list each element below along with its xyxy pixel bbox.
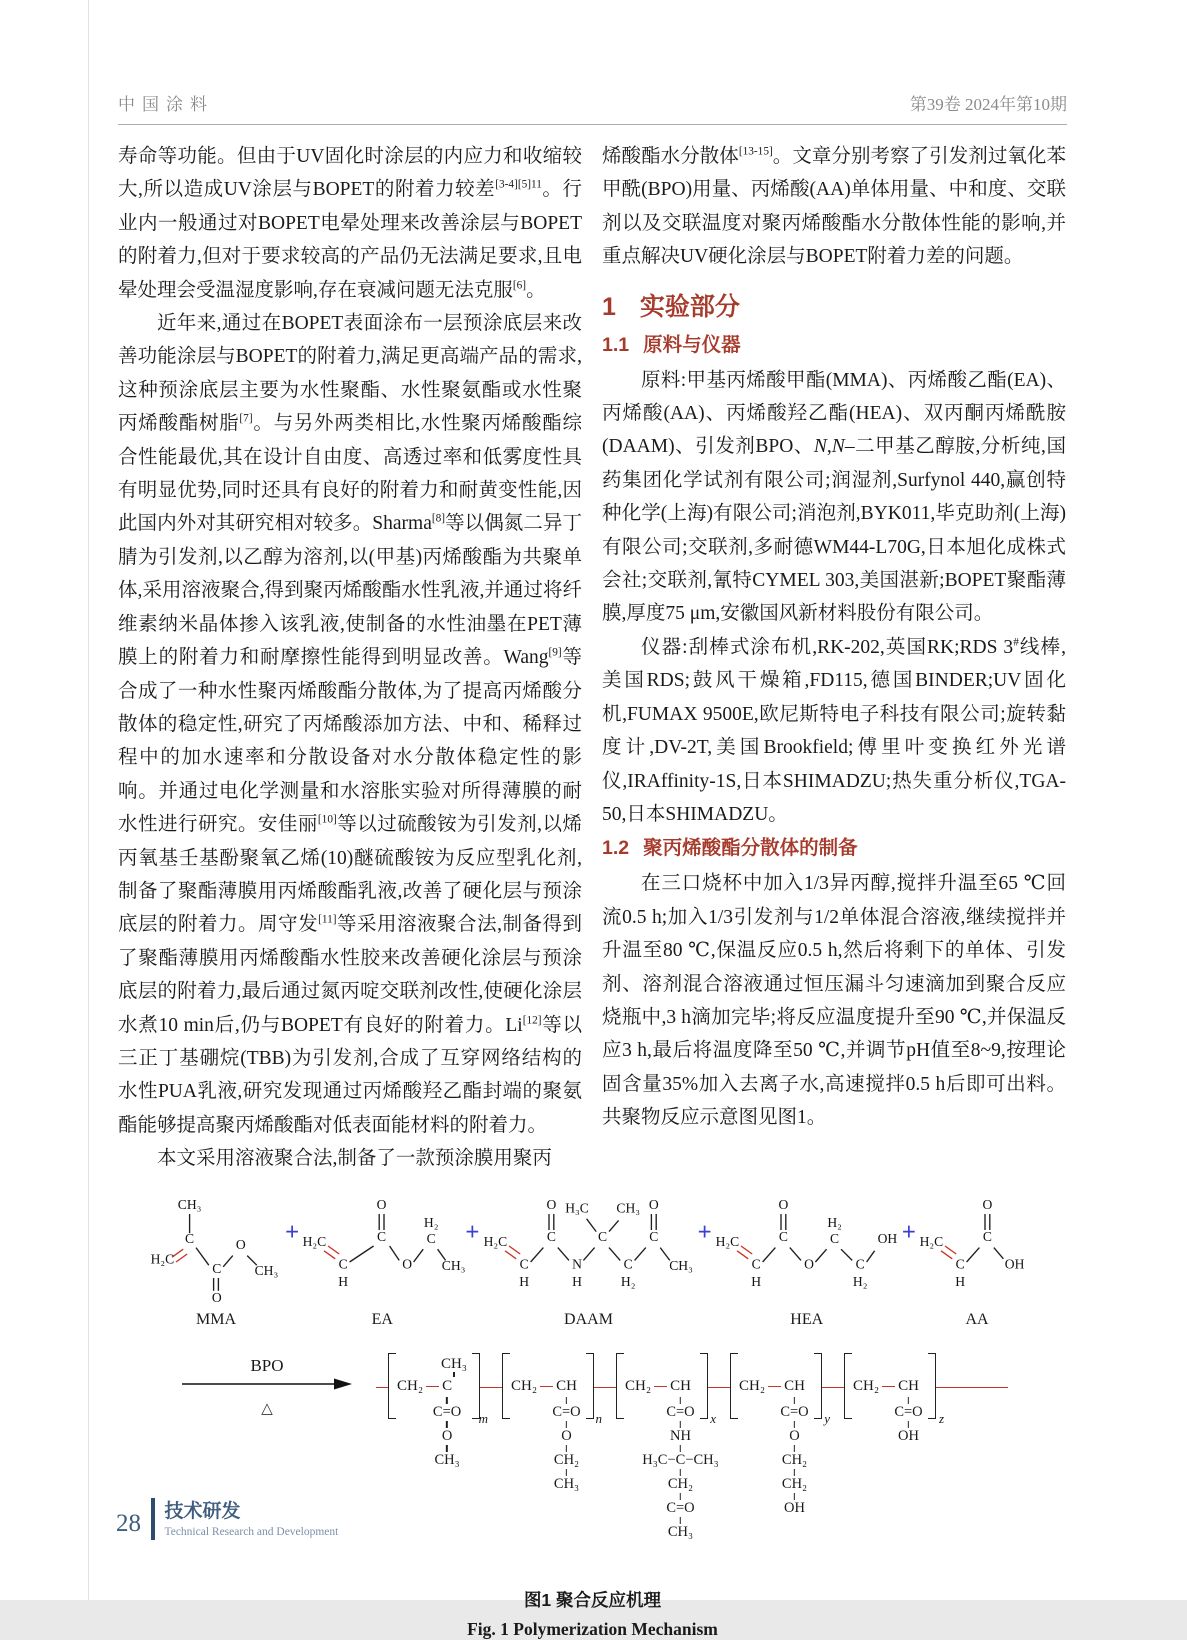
svg-text:CH₃: CH₃ [668, 1257, 693, 1273]
repeat-subscript: n [595, 1410, 602, 1426]
paragraph: 寿命等功能。但由于UV固化时涂层的内应力和收缩较大,所以造成UV涂层与BOPET的附着力较差$^{[3-4][5]11}$。行业内一般通过对BOPET电晕处理来改善涂层与BOPET的附着力,但对于要求较高的产品仍无法满足要求,且电晕处理会受温湿度影响,存在衰减问题无法克服[6]。 [118, 146, 582, 301]
bond-line [446, 1397, 448, 1404]
repeat-subscript: x [710, 1410, 716, 1426]
svg-text:N: N [571, 1255, 582, 1271]
top-substituent [665, 1353, 699, 1377]
atom-label: OH [784, 1500, 805, 1517]
svg-text:C: C [982, 1228, 992, 1244]
backbone-row [397, 1377, 471, 1469]
structure-hea [713, 1190, 901, 1310]
atom-label: CH₃ [440, 1355, 468, 1372]
atom-label: O [441, 1428, 453, 1445]
section-title: 实验部分 [639, 292, 740, 321]
svg-text:OH: OH [1004, 1255, 1025, 1271]
atom-label: NH [670, 1428, 691, 1445]
bond-line [680, 1517, 682, 1524]
section-number: 1.1 [602, 333, 630, 356]
atom-label: CH₂ [667, 1476, 694, 1493]
backbone-atom [552, 1378, 581, 1493]
atom-label: C [442, 1378, 453, 1395]
backbone-bond [426, 1386, 439, 1388]
repeat-subscript: y [824, 1410, 830, 1426]
bracket-right [928, 1353, 944, 1426]
backbone-atom [780, 1378, 809, 1517]
backbone-row [511, 1377, 585, 1493]
atom-label: CH₃ [553, 1476, 580, 1493]
page-content [118, 90, 1067, 1640]
svg-text:C: C [751, 1255, 761, 1271]
svg-text:C: C [855, 1255, 865, 1271]
top-substituent [437, 1353, 471, 1377]
svg-text:CH₃: CH₃ [177, 1196, 202, 1212]
backbone-connector [936, 1387, 1008, 1389]
svg-text:CH₃: CH₃ [254, 1262, 279, 1278]
svg-text:C: C [955, 1255, 965, 1271]
svg-text:C: C [546, 1228, 556, 1244]
footer-section-en: Technical Research and Development [164, 1525, 339, 1538]
svg-text:H₂: H₂ [852, 1273, 868, 1289]
scan-edge-line [88, 0, 89, 1600]
monomer-hea [713, 1190, 901, 1329]
monomer-label: MMA [195, 1310, 236, 1328]
bond-line [566, 1421, 568, 1428]
bracket-left [502, 1353, 510, 1419]
svg-text:H₂C: H₂C [302, 1233, 327, 1249]
structure-mma [148, 1190, 284, 1310]
svg-text:H: H [338, 1273, 349, 1289]
section-number: 1 [602, 292, 616, 321]
svg-text:C: C [338, 1255, 348, 1271]
backbone-row [739, 1377, 813, 1517]
bracket-left [616, 1353, 624, 1419]
monomer-aa [917, 1190, 1037, 1329]
atom-label: CH₂ [781, 1452, 808, 1469]
monomer-ea [300, 1190, 464, 1329]
side-chain [552, 1397, 580, 1493]
paragraph: 在三口烧杯中加入1/3异丙醇,搅拌升温至65 ℃回流0.5 h;加入1/3引发剂与1/2单体混合溶液,继续搅拌并升温至80 ℃,保温反应0.5 h,然后将剩下的单体、引发剂、溶剂混合溶液通过恒压漏斗匀速滴加到聚合反应烧瓶中,3 h滴加完毕;将反应温度提升至90 ℃,并保温反应3 h,最后将温度降至50 ℃,并调节pH值至8~9,按理论固含量35%加入去离子水,高速搅拌0.5 h后即可出料。共聚物反应示意图见图1。 [602, 873, 1066, 1129]
plus-sign: + [901, 1219, 916, 1247]
svg-text:H₃C: H₃C [564, 1199, 589, 1215]
bracket-left [730, 1353, 738, 1419]
atom-label: C=O [780, 1404, 809, 1421]
atom-label: CH₂ [397, 1378, 424, 1395]
polymer-unit-x [616, 1353, 719, 1541]
monomer-label: HEA [790, 1310, 824, 1328]
bond-line [794, 1421, 796, 1428]
bond-line [446, 1445, 448, 1452]
backbone-row [853, 1377, 927, 1445]
bond-line [453, 1372, 455, 1377]
section-title: 聚丙烯酸酯分散体的制备 [643, 837, 858, 860]
svg-text:O: O [402, 1255, 413, 1271]
svg-text:C: C [648, 1228, 658, 1244]
polymer-unit-z [844, 1353, 944, 1445]
bond-line [680, 1493, 682, 1500]
monomer-label: DAAM [564, 1310, 613, 1328]
bond-line [794, 1397, 796, 1404]
backbone-bond [654, 1386, 667, 1388]
bracket-right [472, 1353, 488, 1426]
svg-text:O: O [235, 1236, 246, 1252]
atom-label: CH₃ [667, 1524, 694, 1541]
backbone-connector [822, 1387, 844, 1389]
bond-line [446, 1421, 448, 1428]
atom-label: OH [898, 1428, 919, 1445]
atom-label: C=O [432, 1404, 462, 1421]
polymer-unit-y [730, 1353, 830, 1517]
backbone-connector [708, 1387, 730, 1389]
atom-label: O [789, 1428, 800, 1445]
polymer-unit-n [502, 1353, 602, 1493]
plus-sign: + [465, 1219, 480, 1247]
structure-ea [300, 1190, 464, 1310]
svg-text:H₂: H₂ [827, 1214, 842, 1230]
backbone-connector [376, 1387, 388, 1389]
heat-symbol: △ [261, 1400, 273, 1417]
bracket-right [814, 1353, 830, 1426]
atom-label: C=O [666, 1404, 695, 1421]
repeat-subscript: z [938, 1410, 944, 1426]
atom-label: CH [898, 1378, 919, 1395]
section-heading-1 [602, 292, 1066, 322]
paragraph: 近年来,通过在BOPET表面涂布一层预涂底层来改善功能涂层与BOPET的附着力,满足更高端产品的需求,这种预涂底层主要为水性聚酯、水性聚氨酯或水性聚丙烯酸酯树脂[7]。与另外两类相比,水性聚丙烯酸酯综合性能最优,其在设计自由度、高透过率和低雾度性具有明显优势,同时还具有良好的附着力和耐黄变性能,因此国内外对其研究相对较多。Sharma[8]等以偶氮二异丁腈为引发剂,以乙醇为溶剂,以(甲基)丙烯酸酯为共聚单体,采用溶液聚合,得到聚丙烯酸酯水性乳液,并通过将纤维素纳米晶体掺入该乳液,使制备的水性油墨在PET薄膜上的附着力和耐摩擦性能得到明显改善。Wang[9]等合成了一种水性聚丙烯酸酯分散体,为了提高丙烯酸分散体的稳定性,研究了丙烯酸添加方法、中和、稀释过程中的加水速率和分散设备对水分散体稳定性的影响。并通过电化学测量和水溶胀实验对所得薄膜的耐水性进行研究。安佳丽[10]等以过硫酸铵为引发剂,以烯丙氧基壬基酚聚氧乙烯(10)醚硫酸铵为反应型乳化剂,制备了聚酯薄膜用丙烯酸酯乳液,改善了硬化层与预涂底层的附着力。周守发[11]等采用溶液聚合法,制备得到了聚酯薄膜用丙烯酸酯水性胶来改善硬化涂层与预涂底层的附着力,最后通过氮丙啶交联剂改性,使硬化涂层水煮10 min后,仍与BOPET有良好的附着力。Li[12]等以三正丁基硼烷(TBB)为引发剂,合成了互穿网络结构的水性PUA乳液,研究发现通过丙烯酸羟乙酯封端的聚氨酯能够提高聚丙烯酸酯对低表面能材料的附着力。 [118, 313, 582, 1136]
atom-label: CH₃ [434, 1452, 460, 1469]
bond-line [908, 1421, 910, 1428]
polymer-structure [376, 1353, 1008, 1541]
svg-text:H₂C: H₂C [483, 1233, 507, 1249]
atom-label: C=O [894, 1404, 923, 1421]
atom-label: CH₂ [781, 1476, 808, 1493]
svg-text:O: O [803, 1255, 814, 1271]
svg-text:H: H [955, 1273, 966, 1289]
atom-label: C=O [552, 1404, 581, 1421]
reaction-arrow-block [182, 1355, 352, 1418]
bond-line [680, 1445, 682, 1452]
svg-text:O: O [778, 1196, 789, 1212]
side-chain [433, 1397, 461, 1469]
atom-label: CH₂ [625, 1378, 652, 1395]
svg-text:O: O [982, 1196, 993, 1212]
reaction-arrow-icon [182, 1377, 352, 1391]
figure-caption-zh: 图1 聚合反应机理 [523, 1589, 662, 1610]
atom-label: CH [556, 1378, 577, 1395]
structure-daam [481, 1190, 697, 1310]
svg-text:C: C [185, 1230, 195, 1246]
monomer-daam [481, 1190, 697, 1329]
svg-text:C: C [829, 1230, 839, 1246]
footer-divider [151, 1498, 155, 1540]
svg-text:C: C [597, 1228, 607, 1244]
page-header [118, 90, 1067, 125]
bond-line [566, 1397, 568, 1404]
backbone-bond [768, 1386, 781, 1388]
monomer-mma [148, 1190, 284, 1329]
atom-label: CH₂ [511, 1378, 538, 1395]
bond-line [680, 1421, 682, 1428]
bond-line [908, 1397, 910, 1404]
top-substituent [551, 1353, 585, 1377]
svg-text:H: H [751, 1273, 761, 1289]
side-chain [642, 1397, 718, 1541]
backbone-atom [642, 1378, 719, 1541]
svg-text:CH₃: CH₃ [615, 1199, 640, 1215]
svg-text:C: C [426, 1230, 436, 1246]
svg-text:C: C [212, 1260, 222, 1276]
side-chain [780, 1397, 808, 1517]
backbone-atom [432, 1378, 462, 1469]
bond-line [794, 1469, 796, 1476]
bracket-right [586, 1353, 602, 1426]
svg-text:H: H [571, 1273, 582, 1289]
initiator-label: BPO [250, 1355, 284, 1375]
figure-1 [118, 1190, 1067, 1640]
structure-aa [917, 1190, 1037, 1310]
paragraph: 本文采用溶液聚合法,制备了一款预涂膜用聚丙 [157, 1148, 552, 1170]
svg-text:C: C [623, 1255, 633, 1271]
page-number: 28 [116, 1510, 141, 1537]
atom-label: H₃C−C−CH₃ [642, 1452, 719, 1469]
svg-text:H₂: H₂ [424, 1214, 439, 1230]
monomer-label: EA [371, 1310, 393, 1328]
repeat-subscript: m [478, 1410, 488, 1426]
svg-text:C: C [778, 1228, 788, 1244]
bond-line [680, 1397, 682, 1404]
svg-text:O: O [648, 1196, 659, 1212]
svg-text:O: O [545, 1196, 556, 1212]
figure-caption-en: Fig. 1 Polymerization Mechanism [467, 1618, 718, 1639]
backbone-connector [480, 1387, 502, 1389]
monomer-row [118, 1190, 1067, 1329]
atom-label: CH₂ [739, 1378, 766, 1395]
footer-section-zh: 技术研发 [164, 1500, 241, 1522]
backbone-atom [894, 1378, 923, 1445]
bond-line [566, 1469, 568, 1476]
svg-text:O: O [376, 1196, 387, 1212]
svg-text:OH: OH [877, 1230, 897, 1246]
paragraph: 烯酸酯水分散体[13-15]。文章分别考察了引发剂过氧化苯甲酰(BPO)用量、丙烯酸(AA)单体用量、中和度、交联剂以及交联温度对聚丙烯酸酯水分散体性能的影响,并重点解决UV硬化涂层与BOPET附着力差的问题。 [602, 145, 1066, 268]
svg-text:C: C [519, 1255, 529, 1271]
bond-line [680, 1469, 682, 1476]
svg-text:H₂C: H₂C [715, 1233, 739, 1249]
atom-label: CH [784, 1378, 805, 1395]
svg-text:H: H [518, 1273, 529, 1289]
backbone-bond [882, 1386, 895, 1388]
bracket-left [844, 1353, 852, 1419]
top-substituent [893, 1353, 927, 1377]
bond-line [794, 1493, 796, 1500]
plus-sign: + [285, 1219, 300, 1247]
bond-line [566, 1445, 568, 1452]
svg-text:H₂C: H₂C [150, 1251, 175, 1267]
section-number: 1.2 [602, 837, 630, 860]
svg-text:C: C [377, 1228, 387, 1244]
polymer-unit-m [388, 1353, 488, 1469]
bond-line [794, 1445, 796, 1452]
page-footer [116, 1498, 338, 1540]
right-column [602, 140, 1066, 1176]
svg-text:CH₃: CH₃ [442, 1257, 466, 1273]
svg-text:H₂: H₂ [620, 1273, 635, 1289]
plus-sign: + [697, 1219, 712, 1247]
top-substituent [779, 1353, 813, 1377]
paragraph: 仪器:刮棒式涂布机,RK-202,英国RK;RDS 3#线棒,美国RDS;鼓风干燥箱,FD115,德国BINDER;UV固化机,FUMAX 9500E,欧尼斯特电子科技有限公司;旋转黏度计,DV-2T,美国Brookfield;傅里叶变换红外光谱仪,IRAffinity-1S,日本SHIMADZU;热失重分析仪,TGA-50,日本SHIMADZU。 [602, 636, 1066, 825]
issue-info: 第39卷 2024年第10期 [909, 95, 1067, 114]
journal-name: 中国涂料 [118, 95, 214, 114]
backbone-connector [594, 1387, 616, 1389]
backbone-bond [540, 1386, 553, 1388]
atom-label: CH₂ [853, 1378, 880, 1395]
atom-label: O [561, 1428, 572, 1445]
section-title: 原料与仪器 [643, 333, 741, 356]
svg-text:O: O [211, 1289, 222, 1305]
monomer-label: AA [965, 1310, 989, 1328]
section-heading-1-1 [602, 332, 1066, 358]
bracket-left [388, 1353, 396, 1419]
atom-label: CH [670, 1378, 691, 1395]
atom-label: CH₂ [553, 1452, 580, 1469]
two-column-body [118, 140, 1067, 1176]
svg-text:H₂C: H₂C [919, 1233, 944, 1249]
atom-label: C=O [666, 1500, 695, 1517]
footer-section [165, 1501, 339, 1538]
backbone-row [625, 1377, 719, 1541]
section-heading-1-2 [602, 835, 1066, 861]
side-chain [894, 1397, 922, 1445]
paragraph: 原料:甲基丙烯酸甲酯(MMA)、丙烯酸乙酯(EA)、丙烯酸(AA)、丙烯酸羟乙酯(HEA)、双丙酮丙烯酰胺(DAAM)、引发剂BPO、N,N–二甲基乙醇胺,分析纯,国药集团化学试剂有限公司;润湿剂,Surfynol 440,赢创特种化学(上海)有限公司;消泡剂,BYK011,毕克助剂(上海)有限公司;交联剂,多耐德WM44-L70G,日本旭化成株式会社;交联剂,氰特CYMEL 303,美国湛新;BOPET聚酯薄膜,厚度75 μm,安徽国风新材料股份有限公司。 [602, 369, 1066, 625]
left-column [118, 140, 582, 1176]
